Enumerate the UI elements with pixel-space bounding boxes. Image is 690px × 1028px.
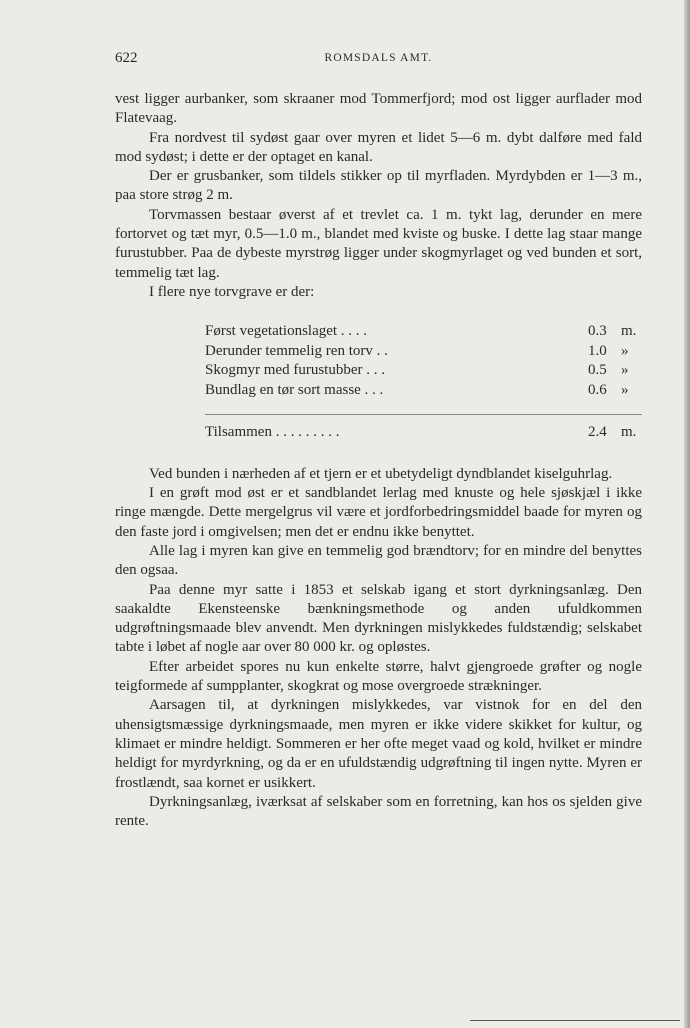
table-row <box>205 342 642 362</box>
row-value: 0.3 <box>588 323 607 340</box>
row-unit: » <box>621 362 629 379</box>
paragraph: I en grøft mod øst er et sandblandet lerlag med knuste og hele sjøskjæl i ikke ringe mængde. Dette mergelgrus vil være et jordforbedringsmiddel baade for myren og den faste jord i omgivelsen; men det er endnu ikke benyttet. <box>115 485 642 540</box>
table-divider <box>205 414 642 415</box>
row-unit: » <box>621 342 629 359</box>
row-unit: m. <box>621 323 637 340</box>
table-row <box>205 361 642 381</box>
layer-table <box>205 322 642 443</box>
total-unit: m. <box>621 424 637 441</box>
paragraph: Alle lag i myren kan give en temmelig god brændtorv; for en mindre del benyttes den ogsaa. <box>115 542 642 579</box>
table-row <box>205 381 642 401</box>
page-edge <box>684 0 690 1028</box>
paragraph: Fra nordvest til sydøst gaar over myren et lidet 5—6 m. dybt dalføre med fald mod sydøst; i dette er der optaget en kanal. <box>115 129 642 165</box>
running-title: ROMSDALS AMT. <box>324 52 433 64</box>
row-value: 0.5 <box>588 362 607 379</box>
paragraph: vest ligger aurbanker, som skraaner mod Tommerfjord; mod ost ligger aurflader mod Flatevaag. <box>115 91 642 127</box>
page-number: 622 <box>115 50 138 66</box>
paragraph: Aarsagen til, at dyrkningen mislykkedes, var vistnok for en del den uhensigtsmæssige dyrkningsmaade, men myren er ikke videre skikket for kultur, og klimaet er mindre heldigt. Sommeren er her ofte meget vaad og kold, hvilket er mindre heldigt for myrdyrkning, og da er en ufuldstændig udgrøftning til ingen nytte. Myren er frostlændt, saa kornet er usikkert. <box>115 697 642 791</box>
paragraph: Dyrkningsanlæg, iværksat af selskaber som en forretning, kan hos os sjelden give rente. <box>115 793 642 830</box>
row-unit: » <box>621 381 629 398</box>
page-header <box>115 50 642 70</box>
paragraph: I flere nye torvgrave er der: <box>149 283 315 300</box>
paragraph: Der er grusbanker, som tildels stikker op til myrfladen. Myrdybden er 1—3 m., paa store strøg 2 m. <box>115 168 642 204</box>
row-label: Skogmyr med furustubber . . . <box>205 362 385 379</box>
row-label: Først vegetationslaget . . . . <box>205 323 368 340</box>
paragraph: Paa denne myr satte i 1853 et selskab igang et stort dyrkningsanlæg. Den saakaldte Ekensteenske bænkningsmethode og anden ufuldkommen udgrøftningsmaade blev anvendt. Men dyrkningen mislykkedes fuldstændig; selskabet tabte i løbet af nogle aar over 80 000 kr. og opløstes. <box>115 581 642 656</box>
table-total-row <box>205 423 642 443</box>
bottom-rule <box>470 1020 680 1021</box>
paragraph: Efter arbeidet spores nu kun enkelte større, halvt gjengroede grøfter og nogle teigformede af sumpplanter, skogkrat og mose overgroede strækninger. <box>115 658 642 695</box>
body-text <box>115 90 642 831</box>
row-value: 1.0 <box>588 342 607 359</box>
total-value: 2.4 <box>588 424 607 441</box>
row-label: Derunder temmelig ren torv . . <box>205 342 388 359</box>
paragraph: Ved bunden i nærheden af et tjern er et ubetydeligt dyndblandet kiselguhrlag. <box>149 465 613 482</box>
table-row <box>205 322 642 342</box>
total-label: Tilsammen . . . . . . . . . <box>205 424 340 441</box>
row-value: 0.6 <box>588 381 607 398</box>
row-label: Bundlag en tør sort masse . . . <box>205 381 384 398</box>
paragraph: Torvmassen bestaar øverst af et trevlet ca. 1 m. tykt lag, derunder en mere fortorvet og tæt myr, 0.5—1.0 m., blandet med kviste og buske. I dette lag staar mange furustubber. Paa de dybeste myrstrøg ligger under skogmyrlaget og ved bunden et sort, temmelig tæt lag. <box>115 206 642 281</box>
paragraphs-after-table <box>115 465 642 832</box>
